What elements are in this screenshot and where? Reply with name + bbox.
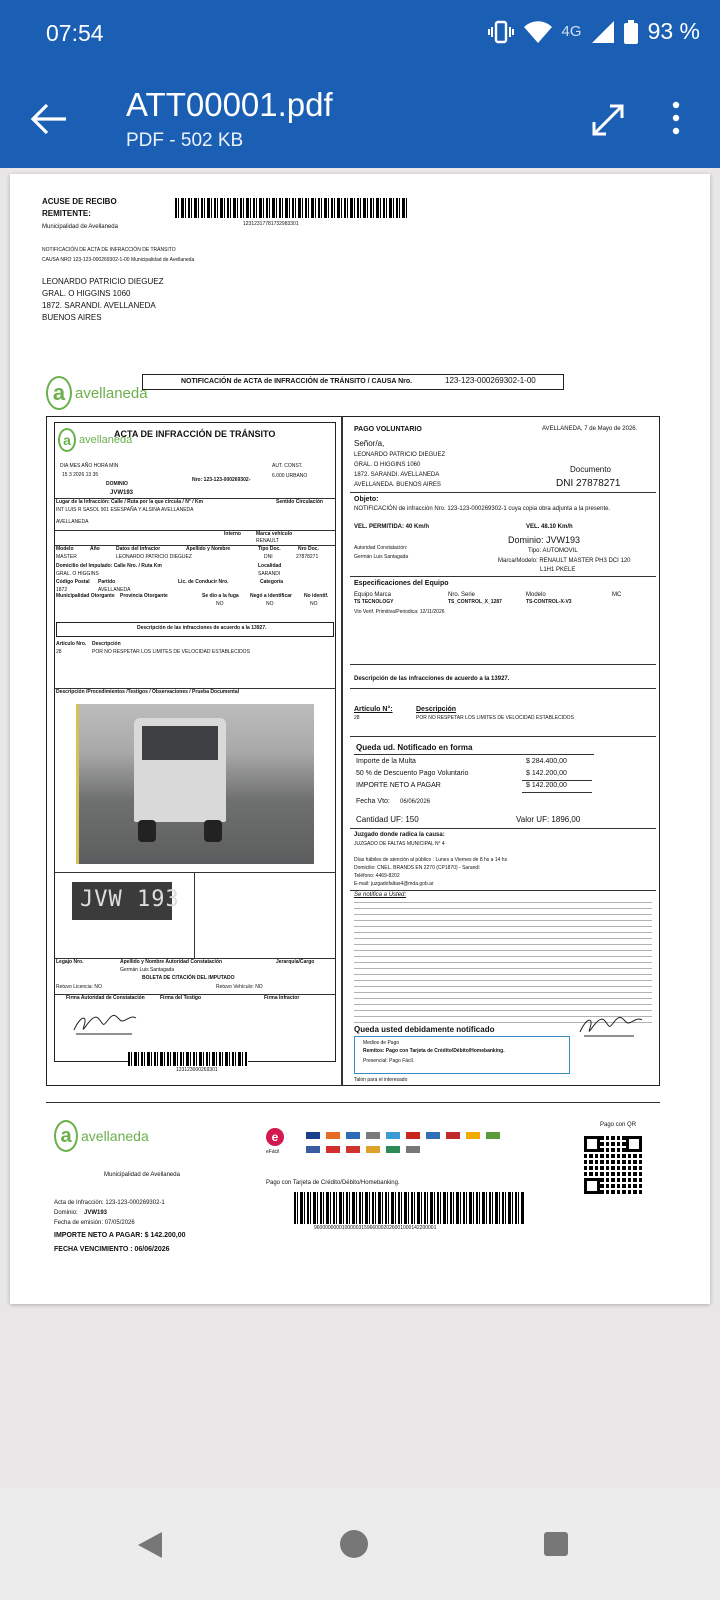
aut-const: AUT. CONST.: [272, 463, 303, 469]
articulo-n-label: Artículo N°:: [354, 706, 393, 713]
nav-recents-icon[interactable]: [544, 1532, 568, 1556]
tipo-doc-label: Tipo Doc.: [258, 546, 281, 552]
qr-finder: [584, 1178, 600, 1194]
modelo-value: MASTER: [56, 554, 77, 560]
desc-procedimientos: Descripción /Procedimientos /Testigos / Observaciones / Prueba Documental: [56, 689, 240, 695]
retuvo-licencia: Retuvo Licencia: NO: [56, 984, 102, 990]
file-info: PDF - 502 KB: [126, 130, 244, 151]
mastercard-icon: [326, 1132, 340, 1139]
nav-back-icon[interactable]: [136, 1530, 164, 1560]
card-icon: [366, 1146, 380, 1153]
navigation-bar: [0, 1488, 720, 1600]
lugar-value: INT LUIS R SASOL 901 ESESPAÑA Y ALSINA AVELLANEDA: [56, 507, 194, 513]
talon-label: Talón para el interesado: [354, 1077, 408, 1083]
apellido-label: Apellido y Nombre: [186, 546, 231, 552]
card-icon: [366, 1132, 380, 1139]
rule: [350, 576, 656, 577]
rule: [522, 780, 592, 781]
vel-permitida: VEL. PERMITIDA: 40 Km/h: [354, 524, 430, 530]
juzgado-label: Juzgado donde radica la causa:: [354, 832, 445, 838]
anio-label: Año: [90, 546, 100, 552]
footer-dominio-label: Dominio:: [54, 1210, 78, 1216]
r-addr-3: 1872. SARANDI. AVELLANEDA: [354, 472, 440, 478]
articulo-right-value: 28: [354, 715, 360, 721]
equipo-marca: TS TECNOLOGY: [354, 599, 394, 605]
no-ident-label: No identif.: [304, 593, 329, 599]
medios-pago-box: [354, 1036, 570, 1074]
barcode-bottom: [294, 1192, 524, 1224]
rule: [354, 754, 594, 755]
app-bar: [0, 68, 720, 168]
rule: [350, 890, 656, 891]
queda-notificado-2: Queda usted debidamente notificado: [354, 1025, 495, 1034]
vehicle-window: [142, 726, 218, 760]
documento-label: Documento: [570, 465, 611, 474]
wifi-icon: [524, 21, 552, 43]
municipalidad-otorgante-label: Municipalidad Otorgante: [56, 593, 115, 599]
barcode-left: [128, 1052, 248, 1066]
visa-icon: [306, 1132, 320, 1139]
notif-title: NOTIFICACIÓN de ACTA de INFRACCIÓN de TRÁNSITO / CAUSA Nro.: [181, 378, 413, 385]
nav-home-icon[interactable]: [340, 1530, 368, 1558]
rule: [350, 828, 656, 829]
logo-a-icon: a: [46, 376, 72, 410]
rule: [350, 736, 656, 737]
descripcion-right-label: Descripción: [416, 706, 457, 713]
r-addr-2: GRAL. O HIGGINS 1060: [354, 462, 421, 468]
acta-logo-a-icon: a: [58, 428, 76, 452]
efacil-logo-icon: e: [266, 1128, 284, 1146]
barcode-top-number: 12312317781732983301: [243, 221, 299, 227]
legajo-label: Legajo Nro.: [56, 959, 84, 965]
vehicle-wheel-left: [138, 820, 156, 842]
vehicle-wheel-right: [204, 820, 222, 842]
datos-infractor-label: Datos del Infractor: [116, 546, 161, 552]
presencial-text: Presencial: Pago Fácil.: [363, 1058, 415, 1064]
localidad-value: SARANDI: [258, 571, 281, 577]
nro-acta: Nro: 123-123-000269302-: [192, 477, 251, 483]
signal-icon: [592, 21, 614, 43]
vibrate-icon: [488, 20, 514, 44]
footer-logo-a-icon: a: [54, 1120, 78, 1152]
rule: [350, 492, 656, 493]
juzgado-value: JUZGADO DE FALTAS MUNICIPAL N° 4: [354, 841, 445, 847]
footer-municipalidad: Municipalidad de Avellaneda: [104, 1172, 180, 1178]
descuento-value: $ 142.200,00: [526, 770, 567, 777]
plate-text: JVW 193: [80, 887, 180, 912]
especificaciones-label: Especificaciones del Equipo: [354, 580, 449, 587]
licencia-label: Lic. de Conducir Nro.: [178, 579, 229, 585]
nro-doc-value: 27878271: [296, 554, 319, 560]
network-type: 4G: [561, 23, 582, 40]
senor: Señor/a,: [354, 439, 385, 448]
autoridad-const-value: Germán Luis Santagada: [354, 554, 409, 560]
causa-line: CAUSA NRO 123-123-000269302-1-00 Municipalidad de Avellaneda: [42, 257, 195, 263]
tipo-vehiculo: Tipo: AUTOMOVIL: [528, 548, 578, 554]
articulo-label: Artículo Nro.: [56, 641, 87, 647]
autoridad-value: Germán Luis Santagada: [120, 967, 175, 973]
battery-icon: [624, 20, 638, 44]
r-addr-1: LEONARDO PATRICIO DIEGUEZ: [354, 452, 446, 458]
logo-text: avellaneda: [75, 384, 148, 402]
barcode-bottom-number: 96000000001000003159660002026001000142200001: [314, 1225, 437, 1231]
modelo-equipo: TS-CONTROL-X-V3: [526, 599, 572, 605]
address-line-2: GRAL. O HIGGINS 1060: [42, 289, 131, 298]
marca-value: RENAULT: [256, 538, 279, 544]
articulo-value: 28: [56, 649, 62, 655]
neto-label: IMPORTE NETO A PAGAR: [356, 782, 441, 789]
status-bar: [0, 0, 720, 68]
date-values: 15 3 2026 13 35: [62, 472, 99, 478]
queda-notificado: Queda ud. Notificado en forma: [356, 743, 473, 752]
dominio-label: DOMINIO: [106, 481, 128, 487]
descripcion-value: POR NO RESPETAR LOS LIMITES DE VELOCIDAD ESTABLECIDOS: [92, 649, 250, 655]
remitente-label: REMITENTE:: [42, 209, 91, 218]
desc-infracciones-right: Descripción de las infracciones de acuerdo a la 13927.: [354, 676, 510, 682]
vel-registrada: VEL. 48.10 Km/h: [526, 524, 573, 530]
fecha-lugar: AVELLANEDA, 7 de Mayo de 2026.: [542, 426, 638, 432]
payment-logos: [306, 1132, 506, 1156]
negar-value: NO: [266, 601, 274, 607]
avellaneda-logo: [46, 376, 148, 410]
desc-infracciones-box: [56, 622, 334, 637]
firma-testigo-label: Firma del Testigo: [160, 995, 202, 1001]
card-icon: [406, 1146, 420, 1153]
modelo-equipo-label: Modelo: [526, 592, 546, 598]
fecha-vto-label: Fecha Vto:: [356, 798, 390, 805]
urbano: 6.000 URBANO: [272, 473, 308, 479]
notif-line: NOTIFICACIÓN DE ACTA DE INFRACCIÓN DE TRÁNSITO: [42, 247, 176, 253]
rule: [194, 872, 195, 958]
dias-atencion: Días hábiles de atención al público : Lunes a Viernes de 8 hs a 14 hs: [354, 857, 508, 863]
retuvo-vehiculo: Retuvo Vehículo: NO: [216, 984, 263, 990]
cantidad-uf: Cantidad UF: 150: [356, 815, 419, 824]
footer-logo: [54, 1120, 149, 1152]
dni-value: DNI 27878271: [556, 478, 621, 489]
marca-modelo-2: L1H1 PKELE: [540, 567, 576, 573]
medios-pago-label: Medios de Pago: [363, 1040, 400, 1046]
objeto-label: Objeto:: [354, 496, 379, 503]
domicilio-juzgado: Domicilio: CNEL. BRANDS EN 2270 (CP1870) - Sarandí: [354, 865, 480, 871]
card-icon: [466, 1132, 480, 1139]
footer-acta: Acta de Infracción: 123-123-000269302-1: [54, 1200, 165, 1206]
acta-title: ACTA DE INFRACCIÓN DE TRÁNSITO: [114, 429, 276, 439]
se-notifica: Se notifica a Usted:: [354, 892, 407, 898]
descripcion-right-value: POR NO RESPETAR LOS LIMITES DE VELOCIDAD ESTABLECIDOS: [416, 715, 574, 721]
rule: [54, 872, 336, 873]
marca-vehiculo-label: Marca vehículo: [256, 531, 293, 537]
mc-label: MC: [612, 592, 622, 598]
footer-importe: IMPORTE NETO A PAGAR: $ 142.200,00: [54, 1232, 186, 1239]
pdf-page[interactable]: [10, 174, 710, 1304]
valor-uf: Valor UF: 1896,00: [516, 815, 581, 824]
nro-serie: TS_CONTROL_X_1287: [448, 599, 502, 605]
causa-number: 123-123-000269302-1-00: [445, 376, 536, 385]
partido-value: AVELLANEDA: [98, 587, 131, 593]
pago-qr-label: Pago con QR: [600, 1122, 637, 1128]
acuse-label: ACUSE DE RECIBO: [42, 197, 117, 206]
domicilio-label: Domicilio del Impulado: Calle Nro. / Ruta Km: [56, 563, 162, 569]
rule: [54, 530, 336, 531]
notif-title-box: [142, 374, 564, 390]
localidad-label: Localidad: [258, 563, 282, 569]
more-options-icon[interactable]: [670, 100, 682, 136]
provincia-otorgante-label: Provincia Otorgante: [120, 593, 168, 599]
firma-infractor-label: Firma Infractor: [264, 995, 300, 1001]
tipo-doc-value: DNI: [264, 554, 273, 560]
cp-value: 1872: [56, 587, 68, 593]
nro-serie-label: Nro. Serie: [448, 592, 476, 598]
remitos-text: Remitos: Pago con Tarjeta de Crédito/Débito/Homebanking.: [363, 1048, 505, 1054]
card-icon: [386, 1132, 400, 1139]
r-addr-4: AVELLANEDA. BUENOS AIRES: [354, 482, 441, 488]
negar-label: Negó a identificar: [250, 593, 292, 599]
neto-value: $ 142.200,00: [526, 782, 567, 789]
desc-infracciones-label: Descripción de las infracciones de acuerdo a la 13927.: [137, 625, 267, 631]
equipo-marca-label: Equipo Marca: [354, 592, 392, 598]
card-icon: [346, 1132, 360, 1139]
address-line-1: LEONARDO PATRICIO DIEGUEZ: [42, 277, 164, 286]
rule: [350, 688, 656, 689]
back-arrow-icon[interactable]: [30, 100, 68, 138]
address-line-3: 1872. SARANDI. AVELLANEDA: [42, 301, 156, 310]
date-headers: DIA MES AÑO HORA MIN: [60, 463, 119, 469]
fuga-label: Se dio a la fuga: [202, 593, 239, 599]
file-title: ATT00001.pdf: [126, 86, 333, 123]
pago-voluntario: PAGO VOLUNTARIO: [354, 426, 422, 433]
lugar-label: Lugar de la Infracción: Calle / Ruta por la que circula / N° / Km: [56, 499, 204, 505]
descuento-label: 50 % de Descuento Pago Voluntario: [356, 770, 469, 777]
rule: [350, 664, 656, 665]
card-icon: [486, 1132, 500, 1139]
rule: [46, 1102, 660, 1103]
open-external-icon[interactable]: [590, 102, 626, 138]
importe-multa-label: Importe de la Multa: [356, 758, 416, 765]
amex-icon: [426, 1132, 440, 1139]
status-time: 07:54: [46, 20, 104, 46]
fuga-value: NO: [216, 601, 224, 607]
email-juzgado: E-mail: juzgadofaltas4@mda.gob.ar: [354, 881, 434, 887]
barcode-top: [175, 198, 407, 218]
infractor-value: LEONARDO PATRICIO DIEGUEZ: [116, 554, 192, 560]
importe-multa-value: $ 284.400,00: [526, 758, 567, 765]
sentido-label: Sentido Circulación: [276, 499, 323, 505]
nro-doc-label: Nro Doc.: [298, 546, 319, 552]
card-icon: [386, 1146, 400, 1153]
domicilio-value: GRAL. O HIGGINS: [56, 571, 99, 577]
marca-modelo: Marca/Modelo: RENAULT MASTER PH3 DCI 120: [498, 558, 631, 564]
descripcion-label: Descripción: [92, 641, 121, 647]
plate-photo: [72, 882, 180, 920]
road-line: [76, 704, 79, 864]
jerarquia-label: Jerarquía/Cargo: [276, 959, 315, 965]
footer-fecha-emision: Fecha de emisión: 07/05/2026: [54, 1220, 135, 1226]
dominio-value: JVW193: [110, 490, 134, 496]
rule: [522, 792, 592, 793]
categoria-label: Categoría: [260, 579, 284, 585]
card-icon: [306, 1146, 320, 1153]
interno-label: Interno: [224, 531, 241, 537]
modelo-label: Modelo: [56, 546, 74, 552]
footer-logo-text: avellaneda: [81, 1128, 149, 1144]
telefono-juzgado: Teléfono: 4469-8202: [354, 873, 400, 879]
objeto-value: NOTIFICACIÓN de infracción Nro. 123-123-000269302-1 cuya copia obra adjunta a la presente.: [354, 506, 611, 512]
status-icons: [488, 18, 700, 45]
dominio-right: Dominio: JVW193: [508, 535, 581, 545]
cp-label: Código Postal: [56, 579, 90, 585]
frame-divider: [341, 416, 343, 1086]
partido-label: Partido: [98, 579, 116, 585]
efacil-label: eFácil: [266, 1149, 280, 1155]
card-icon: [346, 1146, 360, 1153]
battery-level: 93 %: [647, 18, 700, 44]
fecha-vto-value: 06/06/2026: [400, 799, 431, 805]
localidad-1: AVELLANEDA: [56, 519, 89, 525]
footer-dominio-value: JVW193: [84, 1210, 108, 1216]
card-icon: [406, 1132, 420, 1139]
barcode-left-number: 123123000269301: [176, 1067, 218, 1073]
vehicle-photo: [76, 704, 314, 864]
card-icon: [446, 1132, 460, 1139]
address-line-4: BUENOS AIRES: [42, 313, 102, 322]
signature-right: [576, 1008, 646, 1040]
signature-left: [70, 1008, 140, 1038]
qr-finder: [626, 1136, 642, 1152]
remitente-value: Municipalidad de Avellaneda: [42, 224, 118, 230]
autoridad-label: Apellido y Nombre Autoridad Constatación: [120, 959, 223, 965]
card-icon: [326, 1146, 340, 1153]
no-ident-value: NO: [310, 601, 318, 607]
acta-logo-text: avellaneda: [79, 434, 133, 446]
boleta-label: BOLETA DE CITACIÓN DEL IMPUTADO: [142, 975, 235, 981]
pago-tarjeta: Pago con Tarjeta de Crédito/Débito/Homebanking.: [266, 1180, 400, 1186]
vto-verif: Vto Verif. Primitiva/Periodica: 12/11/2026: [354, 609, 445, 615]
firma-autoridad-label: Firma Autoridad de Constatación: [66, 995, 145, 1001]
footer-vencimiento: FECHA VENCIMIENTO : 06/06/2026: [54, 1246, 170, 1253]
qr-finder: [584, 1136, 600, 1152]
autoridad-const-label: Autoridad Constatación:: [354, 545, 408, 551]
